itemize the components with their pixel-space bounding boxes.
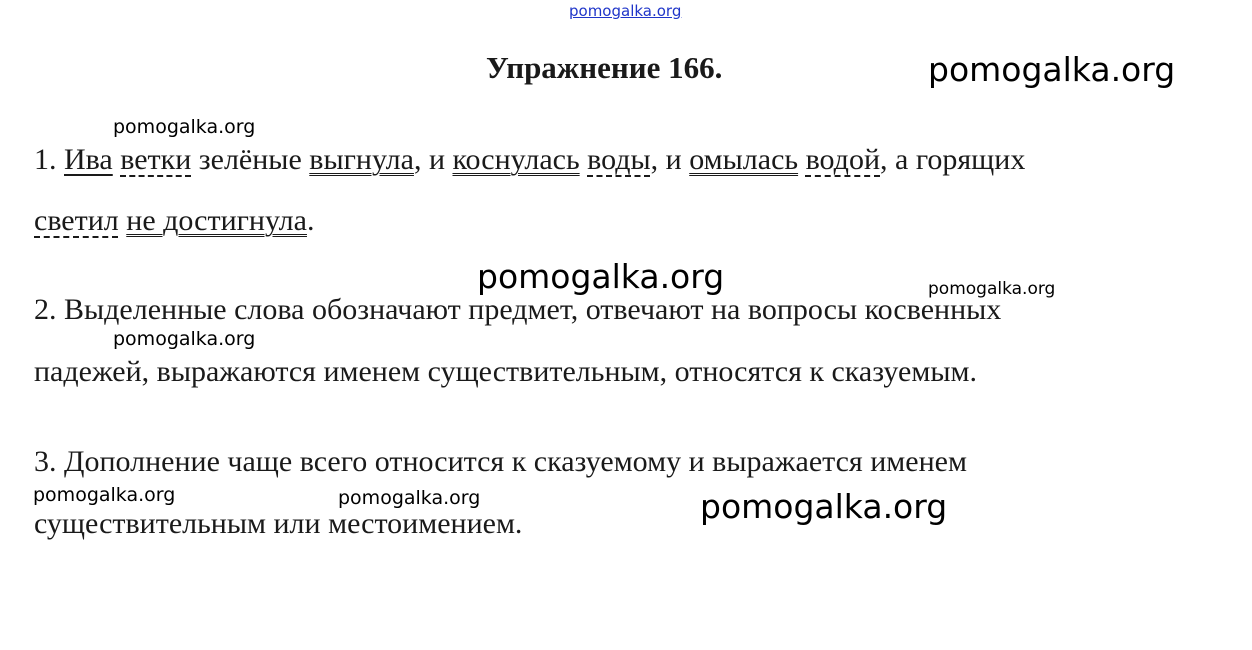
- watermark-small-5: pomogalka.org: [338, 487, 481, 509]
- object-vodoy: водой: [805, 143, 880, 176]
- watermark-small-4: pomogalka.org: [33, 484, 176, 506]
- predicate-omylas: омылась: [689, 143, 799, 176]
- sentence-1-line-2: [34, 204, 314, 238]
- watermark-large-center: pomogalka.org: [477, 257, 725, 296]
- exercise-title: Упражнение 166.: [486, 50, 723, 85]
- text-segment: зелёные: [191, 143, 310, 176]
- watermark-small-3: pomogalka.org: [113, 328, 256, 350]
- paragraph-3-line-1: 3. Дополнение чаще всего относится к сказуемому и выражается именем: [34, 445, 967, 478]
- sentence-1-line-1: [34, 143, 1025, 177]
- predicate-kosnulas: коснулась: [452, 143, 580, 176]
- paragraph-3-line-2: существительным или местоимением.: [34, 507, 523, 540]
- object-vetki: ветки: [120, 143, 192, 176]
- watermark-small-2: pomogalka.org: [928, 279, 1056, 299]
- watermark-large-top-right: pomogalka.org: [928, 50, 1176, 89]
- paragraph-2-line-1: 2. Выделенные слова обозначают предмет, отвечают на вопросы косвенных: [34, 293, 1002, 326]
- predicate-ne-dostignula: не достигнула: [126, 204, 307, 237]
- watermark-top-link[interactable]: pomogalka.org: [569, 2, 682, 20]
- paragraph-2-line-2: падежей, выражаются именем существительным, относятся к сказуемым.: [34, 355, 977, 388]
- item-number: 1.: [34, 143, 64, 176]
- subject-iva: Ива: [64, 143, 113, 176]
- text-segment: , и: [413, 143, 453, 176]
- text-segment: .: [306, 204, 315, 237]
- predicate-vygnula: выгнула: [309, 143, 414, 176]
- text-segment: [798, 143, 806, 176]
- watermark-large-bottom: pomogalka.org: [700, 487, 948, 526]
- object-vody: воды: [587, 143, 651, 176]
- text-segment: , а горящих: [880, 143, 1026, 176]
- object-svetil: светил: [34, 204, 119, 237]
- text-segment: , и: [650, 143, 690, 176]
- watermark-small-1: pomogalka.org: [113, 116, 256, 138]
